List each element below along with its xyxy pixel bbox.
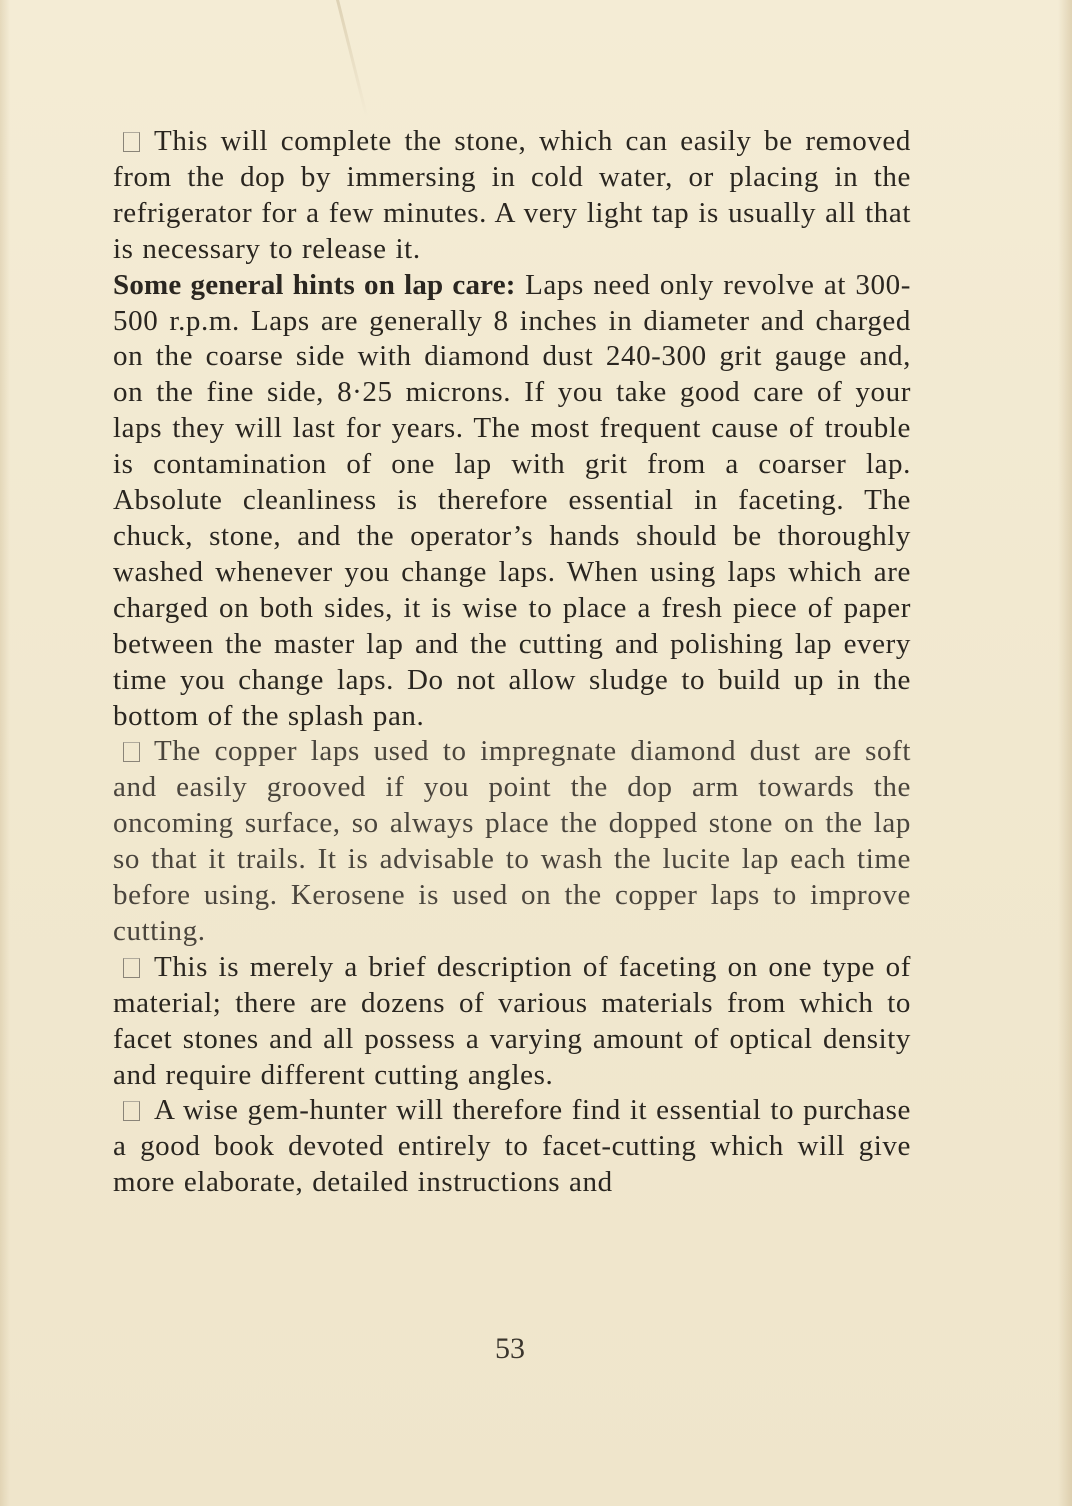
paragraph-5-text: A wise gem-hunter will therefore find it essential to purchase a good book devoted entirely to facet-cutting which will give more elaborate, detailed instructions and xyxy=(113,1094,911,1199)
checkbox-square-icon xyxy=(123,132,140,152)
body-text xyxy=(113,124,911,1201)
paragraph-4-text: This is merely a brief description of faceting on one type of material; there are dozens of various materials from which to facet stones and all possess a varying amount of optical density and require different cutting angles. xyxy=(113,950,911,1091)
paragraph-4 xyxy=(113,950,911,1094)
paragraph-1 xyxy=(113,124,911,268)
checkbox-square-icon xyxy=(123,1101,140,1121)
paragraph-2-lead: Some general hints on lap care: xyxy=(113,268,516,301)
paragraph-2-text: Laps need only revolve at 300-500 r.p.m. Laps are generally 8 inches in diameter and charged on the coarse side with diamond dust 240-300 grit gauge and, on the fine side, 8·25 microns. If you take good care of your laps they will last for years. The most frequent cause of trouble is contamination of one lap with grit from a coarser lap. Absolute cleanliness is therefore essential in faceting. The chuck, stone, and the operator’s hands should be thoroughly washed whenever you change laps. When using laps which are charged on both sides, it is wise to place a fresh piece of paper between the master lap and the cutting and polishing lap every time you change laps. Do not allow sludge to build up in the bottom of the splash pan. xyxy=(113,268,911,732)
checkbox-square-icon xyxy=(123,742,140,762)
paragraph-1-text: This will complete the stone, which can easily be removed from the dop by immersing in cold water, or placing in the refrigerator for a few minutes. A very light tap is usually all that is necessary to release it. xyxy=(113,125,911,265)
checkbox-square-icon xyxy=(123,958,140,978)
page-left-edge-shadow xyxy=(0,0,10,1506)
paragraph-3-text: The copper laps used to impregnate diamond dust are soft and easily grooved if you point the dop arm towards the oncoming surface, so always place the dopped stone on the lap so that it trails. It is advisable to wash the lucite lap each time before using. Kerosene is used on the copper laps to improve cutting. xyxy=(113,735,911,947)
paragraph-2 xyxy=(113,268,911,735)
paper-crease xyxy=(336,0,368,116)
page-number: 53 xyxy=(495,1332,525,1365)
paragraph-5 xyxy=(113,1093,911,1201)
paragraph-3 xyxy=(113,734,911,949)
page-right-edge-shadow xyxy=(1058,0,1072,1506)
